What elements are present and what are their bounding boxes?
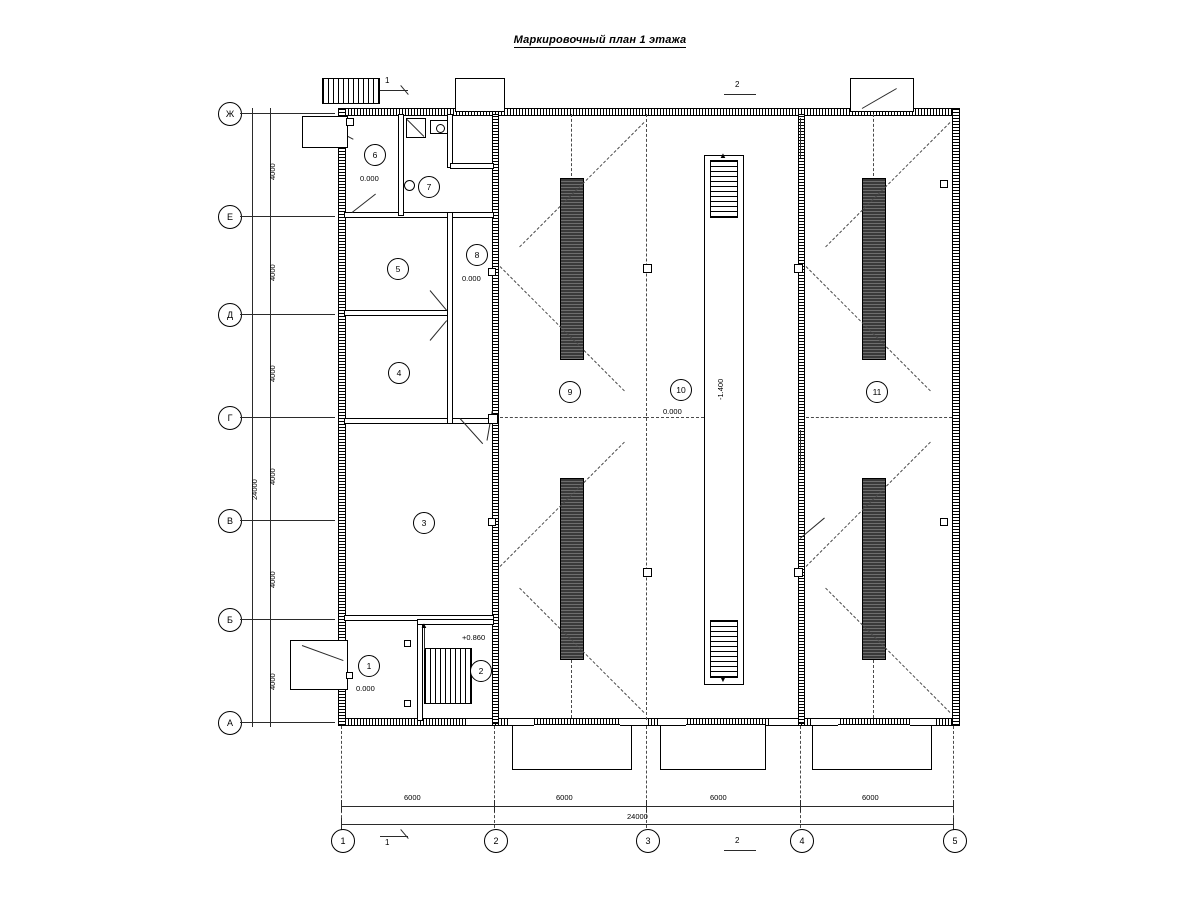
section-line-top-right [724,94,756,95]
dim-tick-h2 [494,800,495,812]
section-arrow-bottom-left [400,829,408,839]
axis-bubble-g[interactable]: Г [218,406,242,430]
dim-h-total: 24000 [627,812,648,821]
door-right-1 [800,118,801,158]
axis-bubble-d[interactable]: Д [218,303,242,327]
column-mark-5 [643,568,652,577]
dim-v-2: 4000 [268,264,277,281]
grid-line-2 [494,726,495,828]
brace-v-eq1 [571,114,572,176]
partition-g-left [344,418,494,424]
dim-tick-v1 [264,113,276,114]
brace-v-eq2 [571,660,572,718]
brace-v-axis3 [646,114,647,720]
fixture-sink [404,180,415,191]
dim-tick-v6 [264,619,276,620]
room-bubble-8[interactable]: 8 [466,244,488,266]
door-right-2 [800,430,801,470]
dim-v-4: 4000 [268,468,277,485]
equipment-block-1 [560,178,584,360]
partition-stair-top [417,619,494,625]
annex-bottom-3 [812,724,932,770]
room-bubble-2[interactable]: 2 [470,660,492,682]
opening-bottom-7 [910,718,936,726]
wall-axis-4 [798,114,805,724]
column-mark-13 [404,640,411,647]
dim-tick-h4 [800,800,801,812]
diag-right-4 [825,588,950,713]
section-line-bottom-left [380,836,408,837]
brace-h-left [500,417,646,418]
column-mark-8 [940,180,948,188]
pit-ladder-bottom [710,620,738,678]
pit-level-label: -1.400 [716,378,725,400]
dim-tick-o1 [246,113,258,114]
pit-arrow-up: ▲ [719,151,727,160]
brace-v-eq4 [873,660,874,718]
column-mark-12 [404,700,411,707]
room-bubble-1[interactable]: 1 [358,655,380,677]
stair-room2 [424,648,472,704]
column-mark-6 [794,264,803,273]
axis-bubble-2[interactable]: 2 [484,829,508,853]
axis-bubble-1[interactable]: 1 [331,829,355,853]
axis-bubble-5[interactable]: 5 [943,829,967,853]
dim-tick-v5 [264,520,276,521]
wall-right [952,108,960,726]
dim-h-4: 6000 [862,793,879,802]
brace-v-eq3 [873,114,874,176]
brace-h-mid [646,417,704,418]
stair-top-left [322,78,380,104]
axis-line-d [240,314,335,315]
room-bubble-11[interactable]: 11 [866,381,888,403]
dim-tick-h3 [646,800,647,812]
stair-landing-level: +0.860 [462,633,486,642]
partition-room1-v [417,619,423,721]
dim-v-1: 4000 [268,163,277,180]
door-swing-room5b [430,290,447,311]
axis-bubble-3[interactable]: 3 [636,829,660,853]
partition-room7-h [450,163,494,169]
opening-bottom-1 [466,718,492,726]
opening-bottom-5 [770,718,796,726]
room-bubble-6[interactable]: 6 [364,144,386,166]
entry-porch-top [302,116,348,148]
dim-tick-v2 [264,216,276,217]
grid-line-4 [800,726,801,828]
door-swing-room4 [430,320,447,341]
annex-bottom-1 [512,724,632,770]
opening-bottom-3 [620,718,646,726]
annex-bottom-2 [660,724,766,770]
section-mark-top-left[interactable]: 1 [385,76,390,85]
axis-bubble-v[interactable]: В [218,509,242,533]
column-mark-9 [940,518,948,526]
dim-chain-inner-h [341,806,953,807]
dim-tick-o2 [246,722,258,723]
opening-bottom-2 [508,718,534,726]
pit-arrow-down: ▼ [719,675,727,684]
dim-tick-v4 [264,417,276,418]
brace-h-right [806,417,952,418]
room-bubble-3[interactable]: 3 [413,512,435,534]
column-mark-3 [488,518,496,526]
dim-chain-outer-h [341,824,953,825]
pit-outline [704,155,744,685]
section-mark-bottom-right[interactable]: 2 [735,836,740,845]
axis-bubble-a[interactable]: А [218,711,242,735]
drawing-title: Маркировочный план 1 этажа [513,34,687,46]
room-level-6: 0.000 [360,174,379,183]
stair-room2-arrow-stem [424,628,425,650]
section-mark-bottom-left[interactable]: 1 [385,838,390,847]
grid-line-1 [341,726,342,828]
dim-h-2: 6000 [556,793,573,802]
room-bubble-10[interactable]: 10 [670,379,692,401]
grid-line-5 [953,726,954,828]
dim-v-6: 4000 [268,673,277,690]
dim-h-3: 6000 [710,793,727,802]
axis-bubble-e[interactable]: Е [218,205,242,229]
entry-porch-bottom [290,640,348,690]
column-mark-1 [488,268,496,276]
dim-tick-v3 [264,314,276,315]
wall-left [338,108,346,726]
column-mark-10 [346,118,354,126]
column-mark-2 [488,414,498,424]
partition-corridor-v [447,212,453,424]
pit-ladder-top [710,160,738,218]
axis-bubble-zh[interactable]: Ж [218,102,242,126]
room-bubble-7[interactable]: 7 [418,176,440,198]
partition-e-left [344,212,494,218]
dim-tick-v7 [264,722,276,723]
room-level-10: 0.000 [663,407,682,416]
room-bubble-4[interactable]: 4 [388,362,410,384]
axis-bubble-4[interactable]: 4 [790,829,814,853]
column-mark-4 [643,264,652,273]
annex-top-mid [455,78,505,112]
axis-line-e [240,216,335,217]
column-mark-7 [794,568,803,577]
dim-h-1: 6000 [404,793,421,802]
axis-line-g [240,417,335,418]
room-bubble-9[interactable]: 9 [559,381,581,403]
room-level-8: 0.000 [462,274,481,283]
column-mark-11 [346,672,353,679]
section-line-bottom-right [724,850,756,851]
axis-line-b [240,619,335,620]
door-swing-room5 [352,194,376,213]
opening-bottom-4 [660,718,686,726]
section-mark-top-right[interactable]: 2 [735,80,740,89]
partition-d-left [344,310,452,316]
dim-v-5: 4000 [268,571,277,588]
room-level-1: 0.000 [356,684,375,693]
partition-room6-v [398,114,404,216]
stair-room2-arrow: ▲ [420,621,428,630]
room-bubble-5[interactable]: 5 [387,258,409,280]
dim-tick-h5 [953,800,954,812]
dim-chain-outer-v [252,108,253,727]
fixture-wc-bowl [436,124,445,133]
diag-right-3 [825,122,950,247]
axis-bubble-b[interactable]: Б [218,608,242,632]
dim-v-total: 24000 [250,479,259,500]
dim-tick-h1 [341,800,342,812]
axis-line-v [240,520,335,521]
opening-bottom-6 [812,718,838,726]
dim-v-3: 4000 [268,365,277,382]
